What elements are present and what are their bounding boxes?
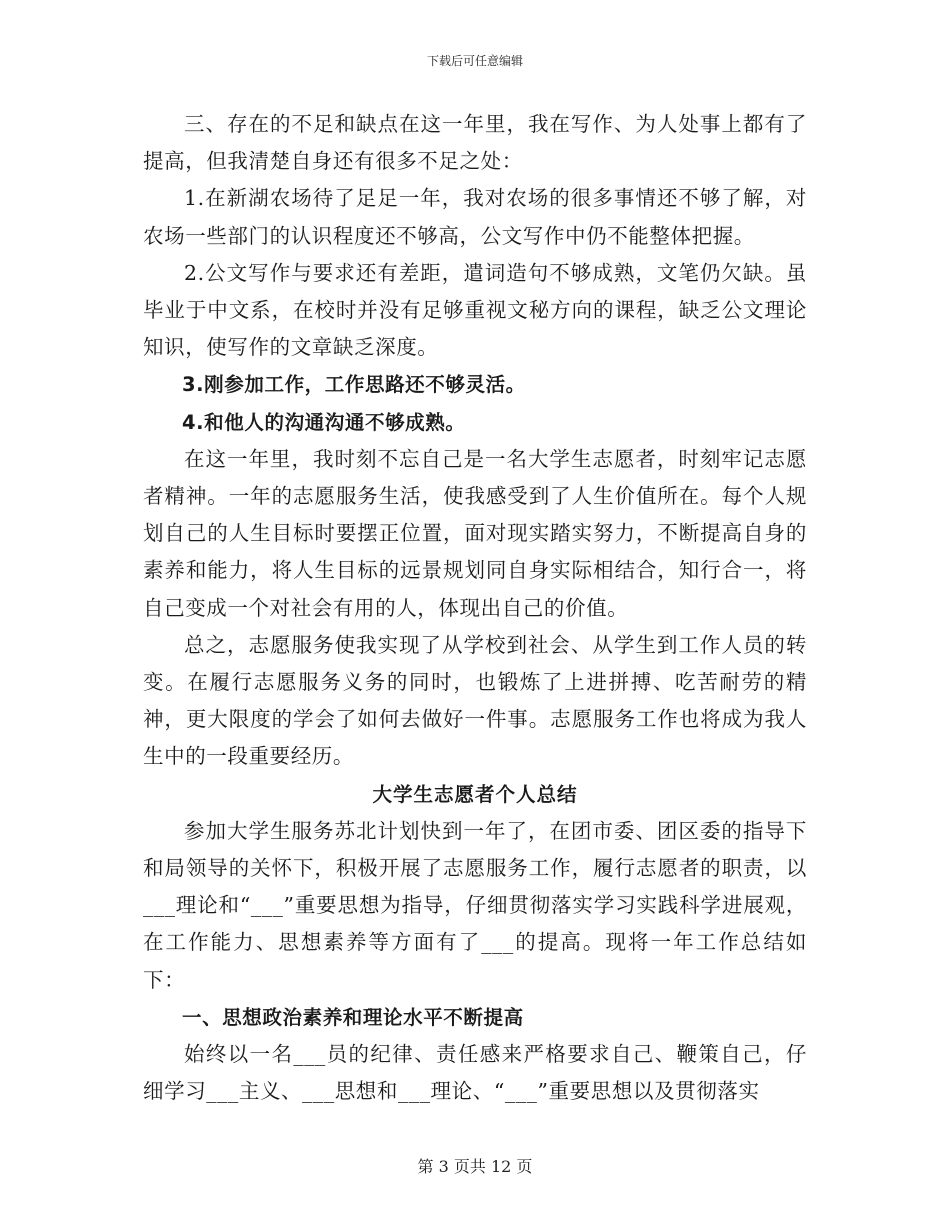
paragraph-point-1: 1.在新湖农场待了足足一年，我对农场的很多事情还不够了解，对农场一些部门的认识程度还不够高，公文写作中仍不能整体把握。	[143, 186, 807, 248]
page-number: 第 3 页共 12 页	[417, 1157, 533, 1176]
paragraph-point-4: 4.和他人的沟通沟通不够成熟。	[182, 410, 466, 434]
page-header: 下载后可任意编辑	[426, 54, 523, 68]
paragraph-summary-intro: 参加大学生服务苏北计划快到一年了，在团市委、团区委的指导下和局领导的关怀下，积极开展了志愿服务工作，履行志愿者的职责，以___理论和“___”重要思想为指导，仔细贯彻落实学习实践科学进展观，在工作能力、思想素养等方面有了___的提高。现将一年工作总结如下：	[143, 818, 807, 992]
paragraph-point-2: 2.公文写作与要求还有差距，遣词造句不够成熟，文笔仍欠缺。虽毕业于中文系，在校时并没有足够重视文秘方向的课程，缺乏公文理论知识，使写作的文章缺乏深度。	[143, 260, 807, 360]
paragraph-conclusion: 总之，志愿服务使我实现了从学校到社会、从学生到工作人员的转变。在履行志愿服务义务的同时，也锻炼了上进拼搏、吃苦耐劳的精神，更大限度的学会了如何去做好一件事。志愿服务工作也将成为我人生中的一段重要经历。	[143, 632, 807, 769]
subheading-political: 一、思想政治素养和理论水平不断提高	[182, 1005, 524, 1029]
paragraph-shortcomings-intro: 三、存在的不足和缺点在这一年里，我在写作、为人处事上都有了提高，但我清楚自身还有很多不足之处：	[143, 112, 807, 174]
document-body	[143, 106, 807, 1110]
paragraph-reflection: 在这一年里，我时刻不忘自己是一名大学生志愿者，时刻牢记志愿者精神。一年的志愿服务生活，使我感受到了人生价值所在。每个人规划自己的人生目标时要摆正位置，面对现实踏实努力，不断提高自身的素养和能力，将人生目标的远景规划同自身实际相结合，知行合一，将自己变成一个对社会有用的人，体现出自己的价值。	[143, 446, 807, 620]
section-title: 大学生志愿者个人总结	[372, 782, 578, 806]
paragraph-political: 始终以一名___员的纪律、责任感来严格要求自己、鞭策自己，仔细学习___主义、___思想和___理论、“___”重要思想以及贯彻落实	[143, 1042, 807, 1104]
paragraph-point-3: 3.刚参加工作，工作思路还不够灵活。	[182, 373, 526, 397]
